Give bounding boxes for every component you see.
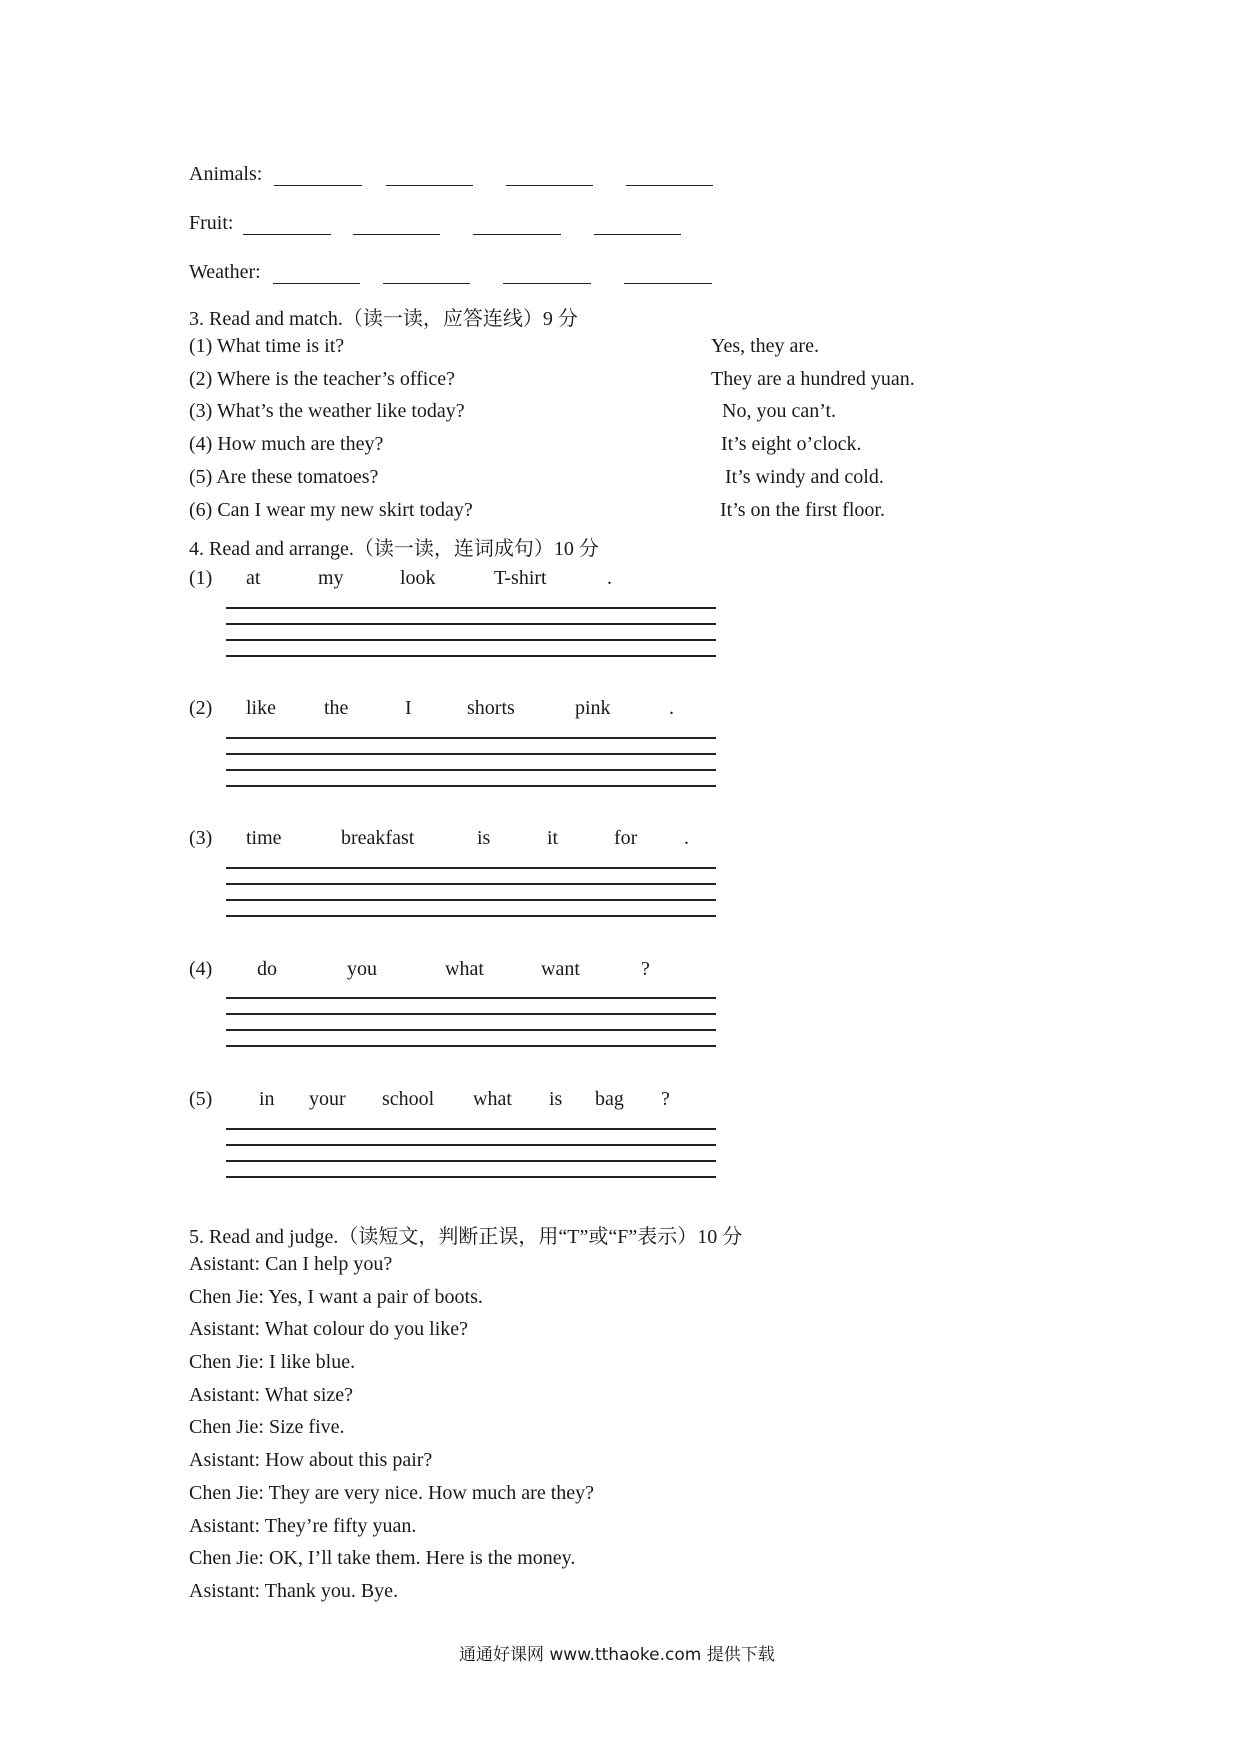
- answer-line[interactable]: [226, 623, 716, 625]
- fruit-blank-3[interactable]: [473, 234, 561, 235]
- dialogue-line: Chen Jie: They are very nice. How much are they?: [189, 1482, 595, 1504]
- dialogue-line: Asistant: What size?: [189, 1384, 354, 1406]
- fruit-blank-1[interactable]: [243, 234, 331, 235]
- match-answer: It’s windy and cold.: [725, 466, 884, 488]
- animals-blank-3[interactable]: [506, 185, 593, 186]
- weather-blank-2[interactable]: [383, 283, 470, 284]
- answer-line[interactable]: [226, 655, 716, 657]
- arrange-item-number: (5): [189, 1088, 213, 1110]
- arrange-word: pink: [575, 697, 611, 719]
- answer-line[interactable]: [226, 915, 716, 917]
- arrange-word: at: [246, 567, 261, 589]
- arrange-item-number: (2): [189, 697, 213, 719]
- match-answer: It’s eight o’clock.: [721, 433, 862, 455]
- answer-line[interactable]: [226, 1128, 716, 1130]
- answer-line[interactable]: [226, 785, 716, 787]
- fruit-label: Fruit:: [189, 212, 234, 234]
- arrange-word: in: [259, 1088, 275, 1110]
- arrange-word: your: [309, 1088, 346, 1110]
- arrange-word: breakfast: [341, 827, 415, 849]
- arrange-word: ?: [641, 958, 650, 980]
- section4-heading: 4. Read and arrange.（读一读，连词成句）10 分: [189, 538, 599, 560]
- dialogue-line: Chen Jie: OK, I’ll take them. Here is the money.: [189, 1547, 576, 1569]
- page-footer: 通通好课网 www.tthaoke.com 提供下载: [459, 1645, 775, 1665]
- arrange-word: look: [400, 567, 436, 589]
- arrange-word: it: [547, 827, 559, 849]
- dialogue-line: Chen Jie: Yes, I want a pair of boots.: [189, 1286, 483, 1308]
- arrange-word: .: [669, 697, 674, 719]
- arrange-word: what: [473, 1088, 512, 1110]
- arrange-word: time: [246, 827, 282, 849]
- answer-line[interactable]: [226, 899, 716, 901]
- arrange-word: for: [614, 827, 638, 849]
- dialogue-line: Asistant: They’re fifty yuan.: [189, 1515, 417, 1537]
- animals-blank-1[interactable]: [274, 185, 362, 186]
- section3-heading: 3. Read and match.（读一读，应答连线）9 分: [189, 308, 578, 330]
- dialogue-line: Asistant: Thank you. Bye.: [189, 1580, 399, 1602]
- match-question: (5) Are these tomatoes?: [189, 466, 379, 488]
- match-question: (3) What’s the weather like today?: [189, 400, 465, 422]
- arrange-item-number: (3): [189, 827, 213, 849]
- arrange-word: want: [541, 958, 580, 980]
- match-answer: They are a hundred yuan.: [711, 368, 915, 390]
- match-question: (6) Can I wear my new skirt today?: [189, 499, 473, 521]
- weather-label: Weather:: [189, 261, 261, 283]
- answer-line[interactable]: [226, 1029, 716, 1031]
- answer-line[interactable]: [226, 769, 716, 771]
- answer-line[interactable]: [226, 1160, 716, 1162]
- arrange-word: I: [405, 697, 412, 719]
- answer-line[interactable]: [226, 1045, 716, 1047]
- answer-line[interactable]: [226, 867, 716, 869]
- arrange-item-number: (1): [189, 567, 213, 589]
- arrange-word: like: [246, 697, 276, 719]
- answer-line[interactable]: [226, 883, 716, 885]
- arrange-word: shorts: [467, 697, 515, 719]
- answer-line[interactable]: [226, 997, 716, 999]
- arrange-word: .: [607, 567, 612, 589]
- match-answer: It’s on the first floor.: [720, 499, 885, 521]
- dialogue-line: Asistant: What colour do you like?: [189, 1318, 469, 1340]
- animals-blank-2[interactable]: [386, 185, 473, 186]
- answer-line[interactable]: [226, 639, 716, 641]
- arrange-word: school: [382, 1088, 435, 1110]
- weather-blank-4[interactable]: [624, 283, 712, 284]
- arrange-word: ?: [661, 1088, 670, 1110]
- weather-blank-1[interactable]: [273, 283, 360, 284]
- arrange-word: is: [477, 827, 491, 849]
- weather-blank-3[interactable]: [503, 283, 591, 284]
- dialogue-line: Asistant: How about this pair?: [189, 1449, 433, 1471]
- arrange-word: T-shirt: [494, 567, 547, 589]
- arrange-word: you: [347, 958, 377, 980]
- dialogue-line: Chen Jie: Size five.: [189, 1416, 345, 1438]
- answer-line[interactable]: [226, 1013, 716, 1015]
- match-question: (2) Where is the teacher’s office?: [189, 368, 455, 390]
- arrange-word: the: [324, 697, 349, 719]
- arrange-word: do: [257, 958, 277, 980]
- arrange-item-number: (4): [189, 958, 213, 980]
- match-question: (1) What time is it?: [189, 335, 345, 357]
- answer-line[interactable]: [226, 1176, 716, 1178]
- arrange-word: my: [318, 567, 344, 589]
- arrange-word: is: [549, 1088, 563, 1110]
- match-answer: No, you can’t.: [722, 400, 837, 422]
- fruit-blank-2[interactable]: [353, 234, 440, 235]
- fruit-blank-4[interactable]: [594, 234, 681, 235]
- animals-label: Animals:: [189, 163, 263, 185]
- answer-line[interactable]: [226, 753, 716, 755]
- answer-line[interactable]: [226, 1144, 716, 1146]
- dialogue-line: Chen Jie: I like blue.: [189, 1351, 356, 1373]
- answer-line[interactable]: [226, 737, 716, 739]
- animals-blank-4[interactable]: [626, 185, 713, 186]
- match-question: (4) How much are they?: [189, 433, 384, 455]
- match-answer: Yes, they are.: [711, 335, 819, 357]
- dialogue-line: Asistant: Can I help you?: [189, 1253, 393, 1275]
- arrange-word: what: [445, 958, 484, 980]
- arrange-word: .: [684, 827, 689, 849]
- section5-heading: 5. Read and judge.（读短文，判断正误，用“T”或“F”表示）10 分: [189, 1226, 743, 1248]
- answer-line[interactable]: [226, 607, 716, 609]
- arrange-word: bag: [595, 1088, 624, 1110]
